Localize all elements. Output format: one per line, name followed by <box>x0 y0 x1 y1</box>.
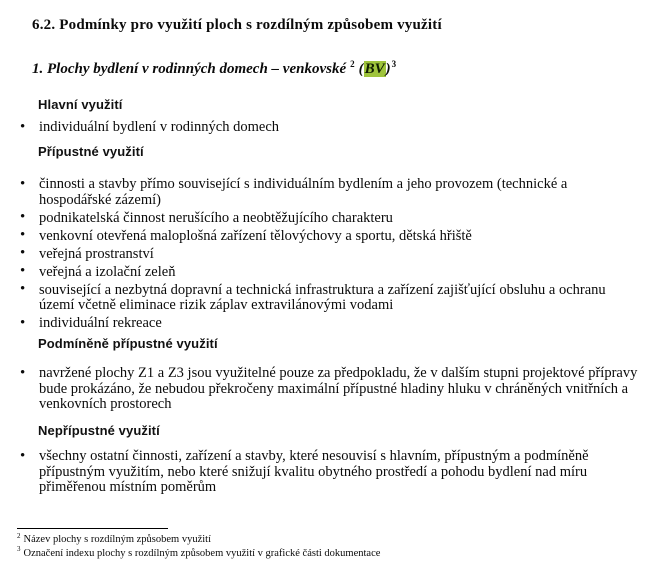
list-item: • individuální bydlení v rodinných domech <box>39 120 639 136</box>
area-subtitle-text: 1. Plochy bydlení v rodinných domech – venkovské <box>32 61 347 77</box>
section-heading-impermissible-use: Nepřípustné využití <box>38 423 160 438</box>
footnote <box>17 547 627 561</box>
permissible-use-list <box>39 177 639 334</box>
list-item: • podnikatelská činnost nerušícího a neobtěžujícího charakteru <box>39 211 639 227</box>
footnote-text: Označení indexu plochy s rozdílným způsobem využití v grafické části dokumentace <box>23 547 381 559</box>
footnotes <box>17 533 627 560</box>
section-heading-conditionally-permissible-use: Podmíněně přípustné využití <box>38 336 218 351</box>
main-use-list <box>39 120 639 138</box>
footnote-marker: 3 <box>17 545 21 553</box>
list-item: • činnosti a stavby přímo související s individuálním bydlením a jeho provozem (technické a hospodářské zázemí) <box>39 177 639 208</box>
conditionally-permissible-use-list <box>39 366 639 415</box>
section-heading-main-use: Hlavní využití <box>38 97 123 112</box>
list-item: • navržené plochy Z1 a Z3 jsou využitelné pouze za předpokladu, že v dalším stupni projektové přípravy bude prokázáno, že nebudou překročeny maximální přípustné hladiny hluku v chráněných vnitřních a venkovních prostorech <box>39 366 639 413</box>
footnote-ref-3: 3 <box>391 59 397 69</box>
list-item: • venkovní otevřená maloplošná zařízení tělovýchovy a sportu, dětská hřiště <box>39 229 639 245</box>
area-code-highlight: BV <box>364 61 385 77</box>
list-item: • související a nezbytná dopravní a technická infrastruktura a zařízení zajišťující obsluhu a ochranu území včetně eliminace rizik záplav extravilánovými vodami <box>39 283 639 314</box>
footnote <box>17 533 627 547</box>
area-code-paren-close: ) <box>385 61 391 77</box>
area-subtitle <box>32 57 632 81</box>
area-code-paren-open: ( <box>358 61 364 77</box>
section-heading-permissible-use: Přípustné využití <box>38 144 144 159</box>
list-item: • veřejná prostranství <box>39 247 639 263</box>
list-item: • individuální rekreace <box>39 316 639 332</box>
footnote-ref-2: 2 <box>350 59 355 69</box>
chapter-title: 6.2. Podmínky pro využití ploch s rozdílným způsobem využití <box>32 17 442 33</box>
footnote-text: Název plochy s rozdílným způsobem využití <box>23 534 211 545</box>
footnote-marker: 2 <box>17 531 21 540</box>
list-item: • veřejná a izolační zeleň <box>39 265 639 281</box>
impermissible-use-list <box>39 449 639 498</box>
list-item: • všechny ostatní činnosti, zařízení a stavby, které nesouvisí s hlavním, přípustným a podmíněně přípustným využitím, nebo které snižují kvalitu obytného prostředí a pohodu bydlení nad míru přiměřenou místním poměrům <box>39 449 639 496</box>
footnote-separator <box>17 528 168 529</box>
